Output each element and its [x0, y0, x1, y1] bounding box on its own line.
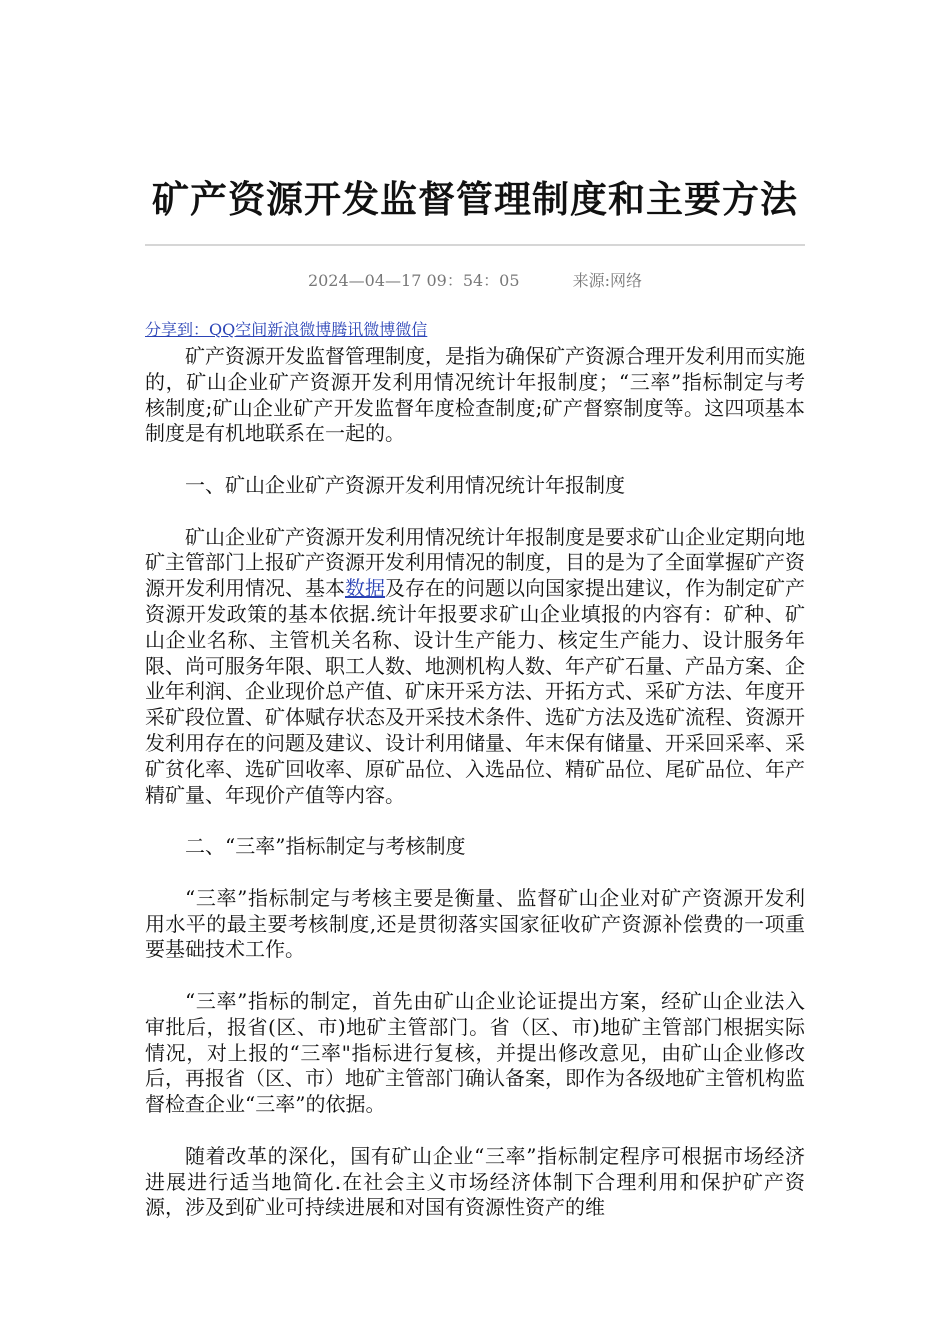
- data-link[interactable]: 数据: [345, 576, 385, 601]
- paragraph-text: 及存在的问题以向国家提出建议，作为制定矿产资源开发政策的基本依据.统计年报要求矿山企业填报的内容有：矿种、矿山企业名称、主管机关名称、设计生产能力、核定生产能力、设计服务年限、尚可服务年限、职工人数、地测机构人数、年产矿石量、产品方案、企业年利润、企业现价总产值、矿床开采方法、开拓方式、采矿方法、年度开采矿段位置、矿体赋存状态及开采技术条件、选矿方法及选矿流程、资源开发利用存在的问题及建议、设计利用储量、年末保有储量、开采回采率、采矿贫化率、选矿回收率、原矿品位、入选品位、精矿品位、尾矿品位、年产精矿量、年现价产值等内容。: [145, 576, 805, 807]
- paragraph-reform: 随着改革的深化，国有矿山企业“三率”指标制定程序可根据市场经济进展进行适当地简化.在社会主义市场经济体制下合理利用和保护矿产资源，涉及到矿业可持续进展和对国有资源性资产的维: [145, 1143, 805, 1220]
- section-heading-2: 二、“三率”指标制定与考核制度: [185, 834, 466, 859]
- publish-date: 2024—04—17 09：54：05: [307, 271, 520, 290]
- share-wechat-link[interactable]: 微信: [395, 320, 428, 339]
- article-meta: [145, 268, 805, 294]
- paragraph-statistics: [145, 525, 805, 809]
- share-qzone-link[interactable]: QQ空间: [209, 320, 268, 339]
- paragraph-text: 矿山企业矿产资源开发利用情况统计年报制度是要求矿山企业定期向地矿主管部门上报矿产资源开发利用情况的制度，目的是为了全面掌握矿产资源开发利用情况、基本: [145, 524, 805, 601]
- share-sina-weibo-link[interactable]: 新浪微博: [267, 320, 332, 339]
- article-body: [145, 344, 805, 1221]
- article-title: 矿产资源开发监督管理制度和主要方法: [152, 177, 798, 221]
- paragraph-three-rates: “三率”指标制定与考核主要是衡量、监督矿山企业对矿产资源开发利用水平的最主要考核制度,还是贯彻落实国家征收矿产资源补偿费的一项重要基础技术工作。: [145, 885, 805, 962]
- share-label: 分享到：: [145, 320, 210, 339]
- share-tencent-weibo-link[interactable]: 腾讯微博: [331, 320, 396, 339]
- article-source: 来源:网络: [572, 271, 643, 290]
- section-heading-1: 一、矿山企业矿产资源开发利用情况统计年报制度: [185, 472, 625, 497]
- paragraph-intro: 矿产资源开发监督管理制度，是指为确保矿产资源合理开发利用而实施的，矿山企业矿产资源开发利用情况统计年报制度；“三率”指标制定与考核制度;矿山企业矿产开发监督年度检查制度;矿产督察制度等。这四项基本制度是有机地联系在一起的。: [145, 344, 805, 446]
- title-divider: [145, 244, 805, 246]
- share-bar: [145, 318, 427, 342]
- paragraph-three-rates-procedure: “三率”指标的制定，首先由矿山企业论证提出方案，经矿山企业法入审批后，报省(区、市)地矿主管部门。省（区、市)地矿主管部门根据实际情况，对上报的“三率"指标进行复核，并提出修改意见，由矿山企业修改后，再报省（区、市）地矿主管部门确认备案，即作为各级地矿主管机构监督检查企业“三率”的依据。: [145, 988, 805, 1117]
